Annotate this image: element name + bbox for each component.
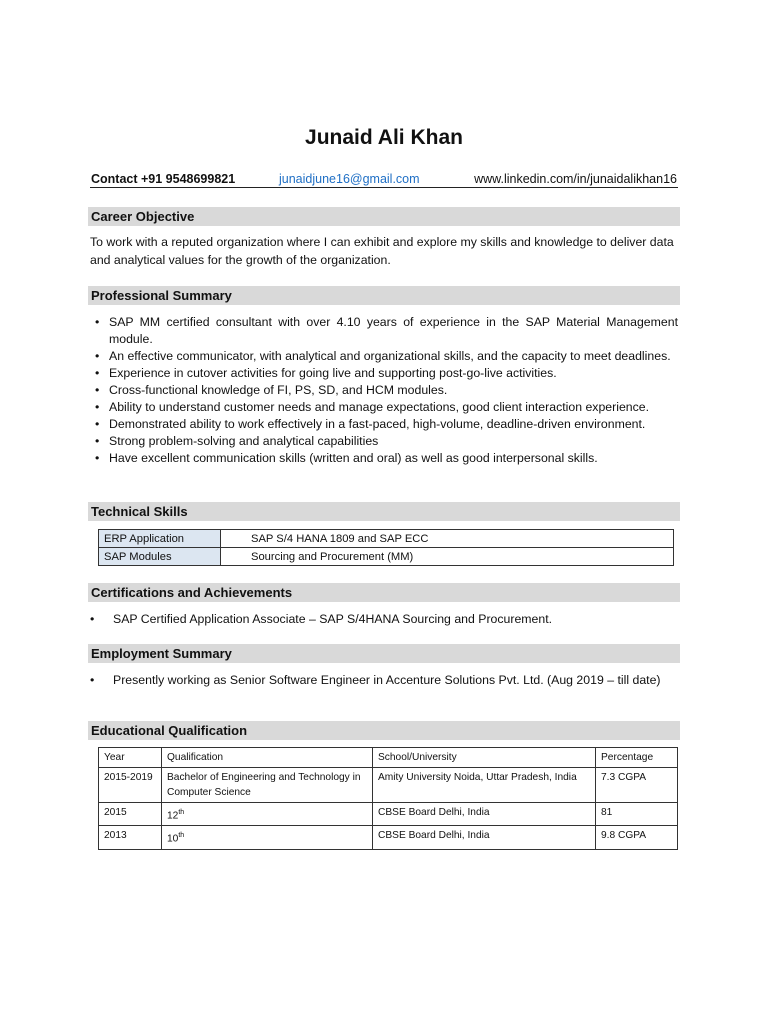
qualification-number: 12 <box>167 810 179 822</box>
section-title: Certifications and Achievements <box>91 585 293 600</box>
qualification-cell: Bachelor of Engineering and Technology in Computer Science <box>162 768 373 803</box>
section-title: Technical Skills <box>91 504 188 519</box>
list-item: • An effective communicator, with analytical and organizational skills, and the capacity to meet deadlines. <box>90 348 678 365</box>
qualification-suffix: th <box>178 832 185 840</box>
section-title: Educational Qualification <box>91 723 248 738</box>
list-item: • Ability to understand customer needs and manage expectations, good client interaction experience. <box>90 399 678 416</box>
employment-text: Presently working as Senior Software Engineer in Accenture Solutions Pvt. Ltd. (Aug 2019 – till date) <box>113 673 661 687</box>
skill-key: SAP Modules <box>99 548 221 566</box>
section-header-technical-skills <box>88 502 680 521</box>
section-title: Employment Summary <box>91 646 232 661</box>
technical-skills-table <box>98 529 674 566</box>
year-cell: 2015-2019 <box>99 768 162 803</box>
percentage-cell: 7.3 CGPA <box>596 768 678 803</box>
column-header-school: School/University <box>373 748 596 768</box>
table-row <box>99 826 678 849</box>
professional-summary-list <box>90 314 678 467</box>
bullet-mark: • <box>90 673 95 687</box>
candidate-name: Junaid Ali Khan <box>305 126 463 149</box>
table-row <box>99 768 678 803</box>
school-cell: Amity University Noida, Uttar Pradesh, India <box>373 768 596 803</box>
list-item: • Strong problem-solving and analytical capabilities <box>90 433 678 450</box>
column-header-year: Year <box>99 748 162 768</box>
section-title: Professional Summary <box>91 288 232 303</box>
column-header-percentage: Percentage <box>596 748 678 768</box>
section-header-career-objective <box>88 207 680 226</box>
bullet-mark: • <box>90 612 95 626</box>
table-row <box>99 530 674 548</box>
section-header-education <box>88 721 680 740</box>
table-row <box>99 548 674 566</box>
section-header-professional-summary <box>88 286 680 305</box>
list-item: • SAP MM certified consultant with over 4.10 years of experience in the SAP Material Management module. <box>90 314 678 348</box>
list-item: • Cross-functional knowledge of FI, PS, SD, and HCM modules. <box>90 382 678 399</box>
list-item: • Demonstrated ability to work effectively in a fast-paced, high-volume, deadline-driven environment. <box>90 416 678 433</box>
contact-phone: Contact +91 9548699821 <box>91 172 236 186</box>
section-title: Career Objective <box>91 209 195 224</box>
skill-key: ERP Application <box>99 530 221 548</box>
qualification-cell <box>162 803 373 826</box>
certification-text: SAP Certified Application Associate – SAP S/4HANA Sourcing and Procurement. <box>113 612 553 626</box>
list-item: • Have excellent communication skills (written and oral) as well as good interpersonal skills. <box>90 450 678 467</box>
list-item: • Experience in cutover activities for going live and supporting post-go-live activities. <box>90 365 678 382</box>
table-header-row <box>99 748 678 768</box>
column-header-qualification: Qualification <box>162 748 373 768</box>
section-header-employment-summary <box>88 644 680 663</box>
contact-email-link[interactable]: junaidjune16@gmail.com <box>279 172 420 186</box>
year-cell: 2015 <box>99 803 162 826</box>
year-cell: 2013 <box>99 826 162 849</box>
contact-line <box>90 172 678 188</box>
school-cell: CBSE Board Delhi, India <box>373 803 596 826</box>
contact-linkedin: www.linkedin.com/in/junaidalikhan16 <box>474 172 677 186</box>
percentage-cell: 81 <box>596 803 678 826</box>
contact-underline <box>90 187 678 188</box>
percentage-cell: 9.8 CGPA <box>596 826 678 849</box>
qualification-number: 10 <box>167 833 179 845</box>
school-cell: CBSE Board Delhi, India <box>373 826 596 849</box>
table-row <box>99 803 678 826</box>
career-objective-text: To work with a reputed organization where I can exhibit and explore my skills and knowledge to deliver data and analytical values for the growth of the organization. <box>90 235 674 267</box>
qualification-cell <box>162 826 373 849</box>
skill-value: SAP S/4 HANA 1809 and SAP ECC <box>221 530 674 548</box>
skill-value: Sourcing and Procurement (MM) <box>221 548 674 566</box>
education-table <box>98 747 678 850</box>
qualification-suffix: th <box>178 809 185 816</box>
section-header-certifications <box>88 583 680 602</box>
